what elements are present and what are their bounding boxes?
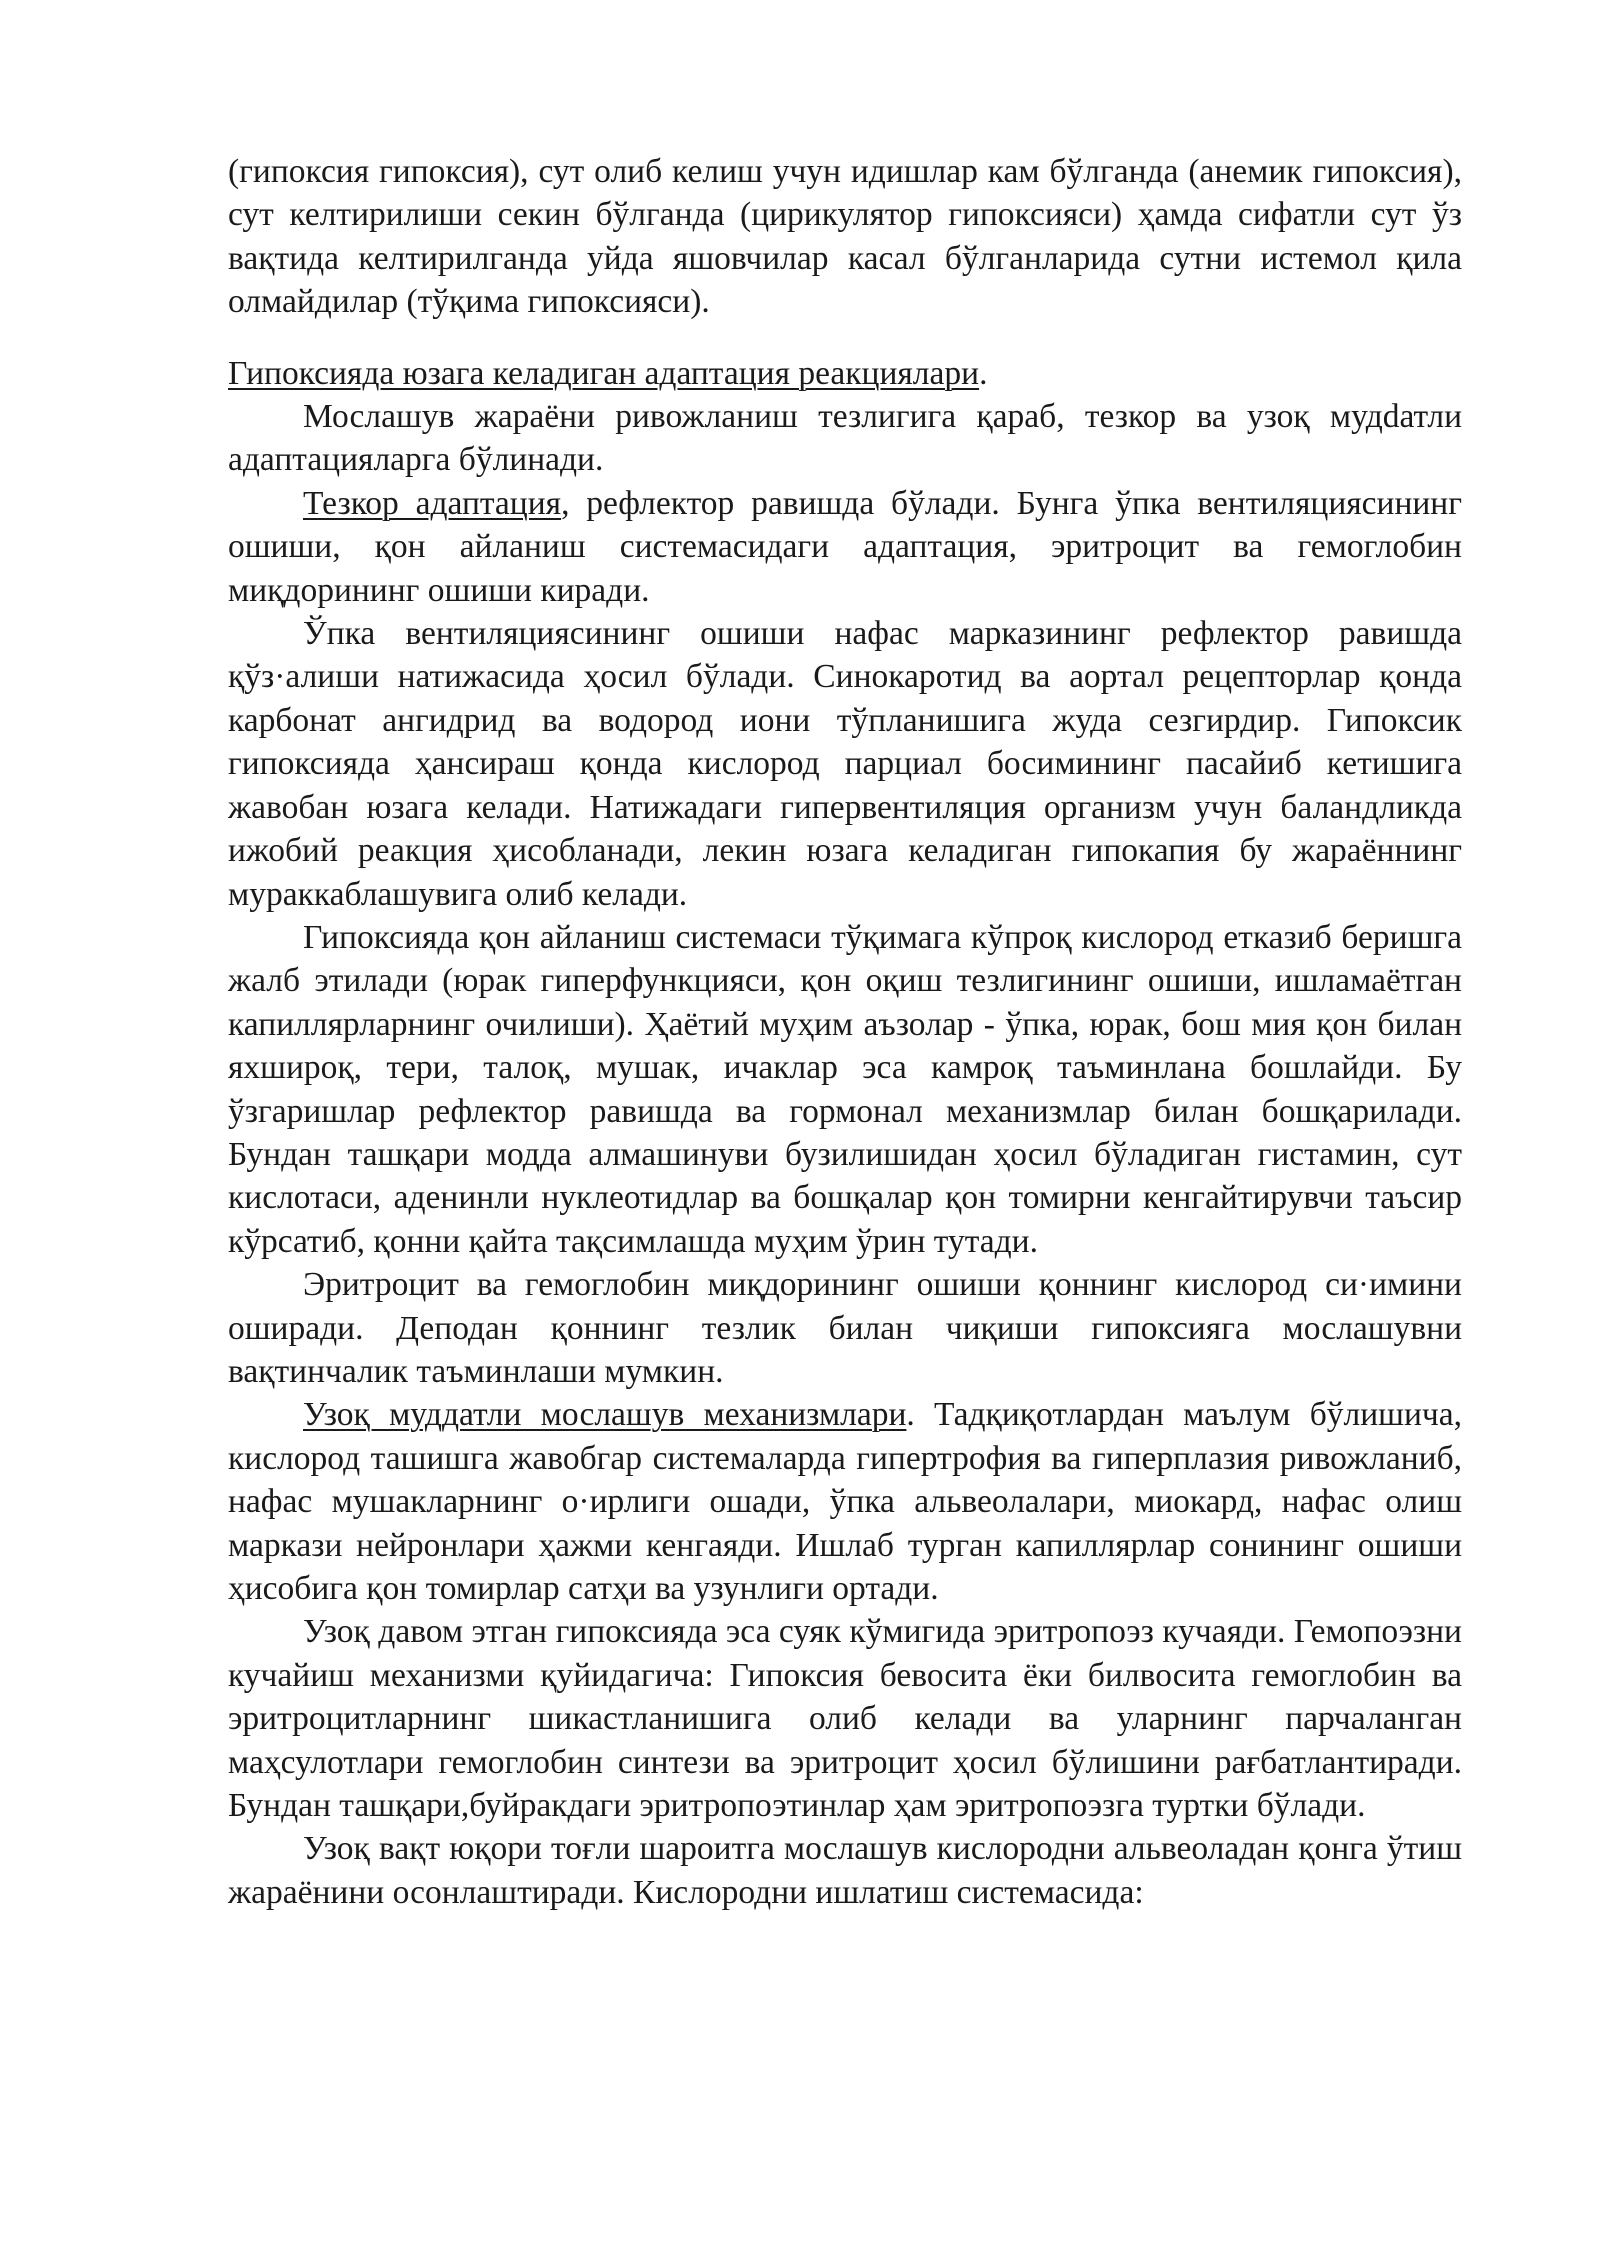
paragraph-erythropoiesis: Узоқ давом этган гипоксияда эса суяк кўмигида эритропоэз кучаяди. Гемопоэзни кучайиш механизми қуйидагича: Гипоксия бевосита ёки билвосита гемоглобин ва эритроцитларнинг шикастланишига олиб келади ва уларнинг парчаланган маҳсулотлари гемоглобин синтези ва эритроцит ҳосил бўлишини рағбатлантиради. Бундан ташқари,буйракдаги эритропоэтинлар ҳам эритропоэзга туртки бўлади. [228, 1613, 1462, 1825]
section-heading-text: Гипоксияда юзага келадиган адаптация реакциялари [228, 354, 980, 392]
paragraph-lung-ventilation: Ўпка вентиляциясининг ошиши нафас марказининг рефлектор равишда қўз·алиши натижасида ҳосил бўлади. Синокаротид ва аортал рецепторлар қонда карбонат ангидрид ва водород иони тўпланишига жуда сезгирдир. Гипоксик гипоксияда ҳансираш қонда кислород парциал босимининг пасайиб кетишига жавобан юзага келади. Натижадаги гипервентиляция организм учун баландликда ижобий реакция ҳисобланади, лекин юзага келадиган гипокапия бу жараённинг мураккаблашувига олиб келади. [228, 615, 1462, 913]
rapid-adaptation-term: Тезкор адаптация [303, 484, 562, 522]
long-term-adaptation-text: . Тадқиқотлардан маълум бўлишича, кислород ташишга жавобгар системаларда гипертрофия ва гиперплазия ривожланиб, нафас мушакларнинг о·ирлиги ошади, ўпка альвеолалари, миокард, нафас олиш маркази нейронлари ҳажми кенгаяди. Ишлаб турган капиллярлар сонининг ошиши ҳисобига қон томирлар сатҳи ва узунлиги ортади. [228, 1396, 1462, 1607]
section-heading-period: . [979, 354, 988, 392]
paragraph-hypoxia-types: (гипоксия гипоксия), сут олиб келиш учун идишлар кам бўлганда (анемик гипоксия), сут келтирилиши секин бўлганда (цирикулятор гипоксияси) ҳамда сифатли сут ўз вақтида келтирилганда уйда яшовчилар касал бўлганларида сутни истемол қила олмайдилар (тўқима гипоксияси). [228, 153, 1462, 321]
paragraph-circulation: Гипоксияда қон айланиш системаси тўқимага кўпроқ кислород етказиб беришга жалб этилади (юрак гиперфункцияси, қон оқиш тезлигининг ошиши, ишламаётган капиллярларнинг очилиши). Ҳаётий муҳим аъзолар - ўпка, юрак, бош мия қон билан яхшироқ, тери, талоқ, мушак, ичаклар эса камроқ таъминлана бошлайди. Бу ўзгаришлар рефлектор равишда ва гормонал механизмлар билан бошқарилади. Бундан ташқари модда алмашинуви бузилишидан ҳосил бўладиган гистамин, сут кислотаси, аденинли нуклеотидлар ва бошқалар қон томирни кенгайтирувчи таъсир кўрсатиб, қонни қайта тақсимлашда муҳим ўрин тутади. [228, 918, 1462, 1260]
paragraph-rapid-adaptation [228, 482, 1462, 612]
paragraph-erythrocytes: Эритроцит ва гемоглобин миқдорининг ошиши қоннинг кислород си·имини оширади. Деподан қоннинг тезлик билан чиқиши гипоксияга мослашувни вақтинчалик таъминлаши мумкин. [228, 1266, 1462, 1390]
paragraph-adaptation-speed: Мослашув жараёни ривожланиш тезлигига қараб, тезкор ва узоқ мудdатли адаптацияларга бўлинади. [228, 398, 1462, 479]
document-page [228, 150, 1462, 1914]
section-heading [228, 352, 1462, 395]
paragraph-highland-adaptation: Узоқ вақт юқори тоғли шароитга мослашув кислородни альвеоладан қонга ўтиш жараёнини осонлаштиради. Кислородни ишлатиш системасида: [228, 1830, 1462, 1911]
long-term-adaptation-term: Узоқ муддатли мослашув механизмлари [303, 1396, 907, 1434]
rapid-adaptation-text: , рефлектор равишда бўлади. Бунга ўпка вентиляциясининг ошиши, қон айланиш системасидаги адаптация, эритроцит ва гемоглобин миқдорининг ошиши киради. [228, 484, 1462, 609]
paragraph-long-term-adaptation [228, 1393, 1462, 1610]
